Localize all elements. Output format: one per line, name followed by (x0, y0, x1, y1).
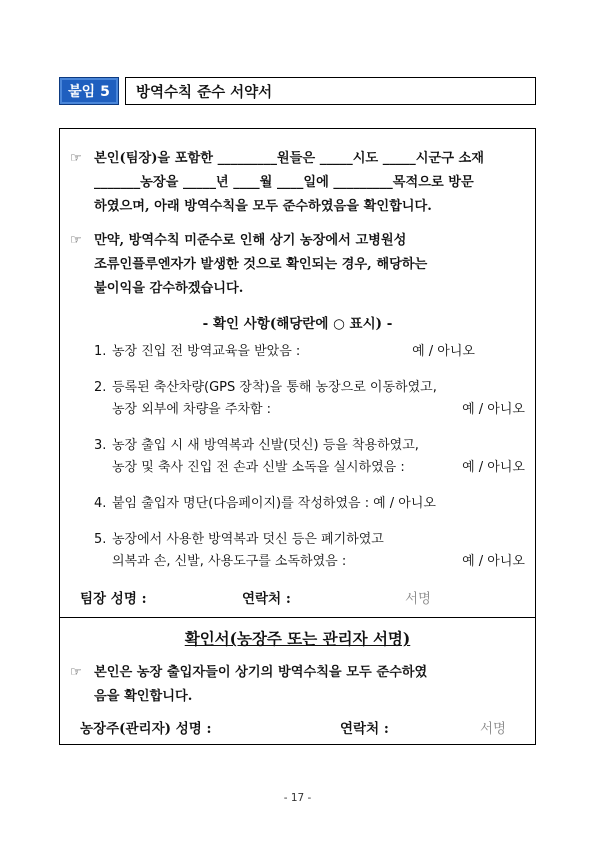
pledge-p1-line: _______농장을 _____년 ____월 ____일에 _________목적으로 방문 (94, 175, 474, 190)
confirmation-line: 음을 확인합니다. (94, 689, 193, 704)
pointing-hand-icon: ☞ (70, 233, 82, 248)
section-divider (60, 617, 535, 618)
page-number: - 17 - (283, 792, 312, 804)
checklist (94, 341, 525, 573)
pledge-p2-line: 불이익을 감수하겠습니다. (94, 281, 244, 296)
leader-name-label[interactable]: 팀장 성명 : (80, 591, 147, 607)
answer-choice[interactable]: 예 / 아니오 (462, 402, 525, 417)
owner-contact-label[interactable]: 연락처 : (340, 721, 389, 737)
checklist-title: - 확인 사항(해당란에 ○ 표시) - (202, 316, 393, 332)
document-header (59, 77, 536, 105)
owner-signature-field[interactable]: 서명 (480, 721, 507, 737)
attachment-badge: 붙임 5 (59, 77, 119, 105)
answer-choice[interactable]: 예 / 아니오 (462, 460, 525, 475)
checklist-item: 2. 등록된 축산차량(GPS 장착)을 통해 농장으로 이동하였고, 농장 외부에 차량을 주차함 : 예 / 아니오 (94, 377, 525, 421)
pledge-p1-line: 하였으며, 아래 방역수칙을 모두 준수하였음을 확인합니다. (94, 199, 432, 214)
document-title: 방역수칙 준수 서약서 (125, 77, 536, 105)
checklist-item: 1. 농장 진입 전 방역교육을 받았음 : 예 / 아니오 (94, 341, 525, 363)
answer-choice[interactable]: 예 / 아니오 (412, 344, 475, 359)
confirmation-paragraph (70, 661, 525, 709)
pledge-p2-line: 만약, 방역수칙 미준수로 인해 상기 농장에서 고병원성 (94, 233, 407, 248)
pledge-p2-line: 조류인플루엔자가 발생한 것으로 확인되는 경우, 해당하는 (94, 257, 428, 272)
answer-choice[interactable]: 예 / 아니오 (462, 554, 525, 569)
pledge-paragraph-2 (70, 229, 525, 301)
confirmation-title: 확인서(농장주 또는 관리자 서명) (184, 629, 411, 648)
pointing-hand-icon: ☞ (70, 665, 82, 680)
answer-choice[interactable]: 예 / 아니오 (373, 496, 436, 511)
checklist-item: 3. 농장 출입 시 새 방역복과 신발(덧신) 등을 착용하였고, 농장 및 축사 진입 전 손과 신발 소독을 실시하였음 : 예 / 아니오 (94, 435, 525, 479)
pledge-box (59, 128, 536, 745)
pledge-p1-line: 본인(팀장)을 포함한 _________원들은 _____시도 _____시군구 소재 (94, 151, 485, 166)
pointing-hand-icon: ☞ (70, 151, 82, 166)
confirmation-line: 본인은 농장 출입자들이 상기의 방역수칙을 모두 준수하였 (94, 665, 428, 680)
checklist-item: 4. 붙임 출입자 명단(다음페이지)를 작성하였음 : 예 / 아니오 (94, 493, 525, 515)
pledge-paragraph-1 (70, 147, 525, 219)
owner-name-label[interactable]: 농장주(관리자) 성명 : (80, 721, 212, 737)
leader-signature-field[interactable]: 서명 (405, 591, 432, 607)
checklist-item: 5. 농장에서 사용한 방역복과 덧신 등은 폐기하였고 의복과 손, 신발, 사용도구를 소독하였음 : 예 / 아니오 (94, 529, 525, 573)
leader-contact-label[interactable]: 연락처 : (242, 591, 291, 607)
